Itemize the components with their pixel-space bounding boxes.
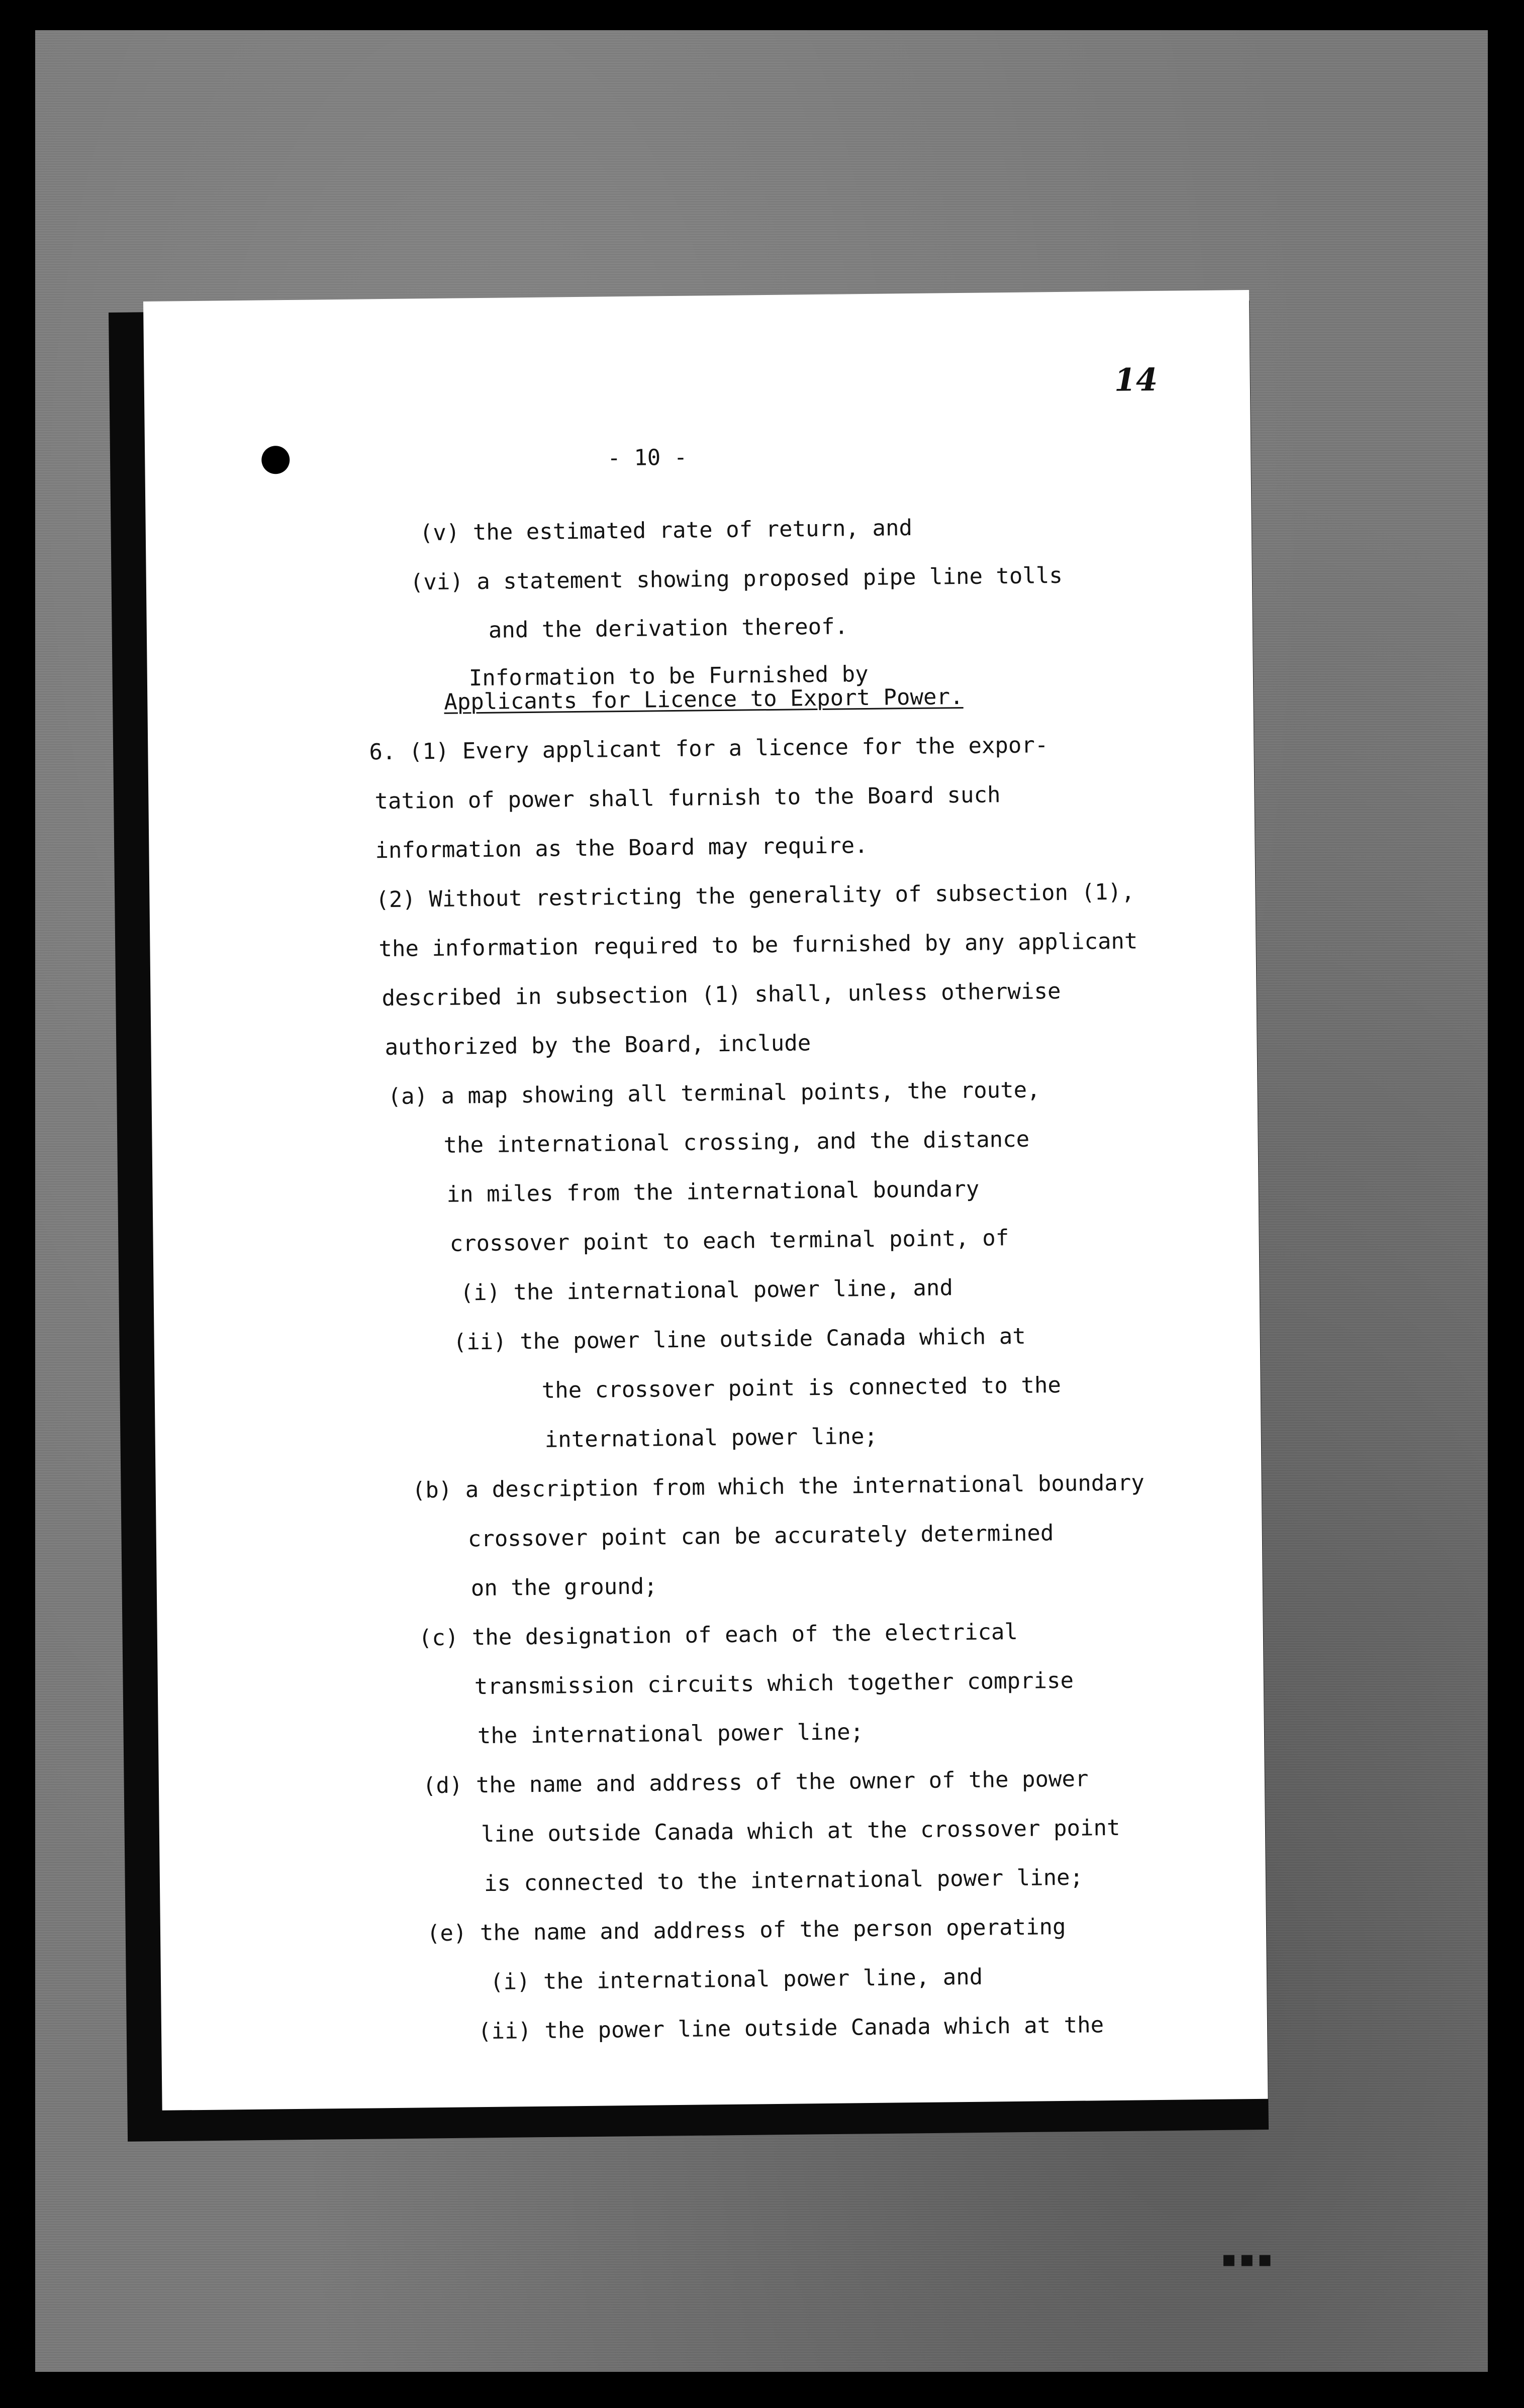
text-line: line outside Canada which at the crossover point — [481, 1815, 1120, 1848]
text-line: the international power line; — [477, 1719, 864, 1749]
punch-hole-icon — [261, 446, 290, 474]
text-line: described in subsection (1) shall, unless otherwise — [382, 978, 1061, 1012]
text-line: (v) the estimated rate of return, and — [419, 515, 913, 546]
text-line: (i) the international power line, and — [490, 1964, 983, 1995]
text-line: in miles from the international boundary — [446, 1176, 980, 1208]
text-line: crossover point can be accurately determined — [467, 1520, 1054, 1552]
section-heading: Information to be Furnished by — [468, 661, 869, 691]
scan-speck-marks: ▪▪▪ — [1221, 2246, 1276, 2272]
text-line: authorized by the Board, include — [385, 1030, 811, 1061]
page-number: - 10 - — [607, 444, 688, 471]
text-line: (ii) the power line outside Canada which at — [453, 1323, 1026, 1355]
text-line: (c) the designation of each of the electrical — [418, 1619, 1018, 1651]
text-line: (a) a map showing all terminal points, the route, — [388, 1077, 1040, 1110]
text-line: 6. (1) Every applicant for a licence for the expor- — [369, 732, 1049, 765]
text-line: (ii) the power line outside Canada which at the — [478, 2012, 1104, 2045]
text-line: and the derivation thereof. — [488, 614, 848, 643]
text-line: (2) Without restricting the generality of subsection (1), — [375, 879, 1135, 913]
text-line: (i) the international power line, and — [460, 1275, 954, 1306]
text-line: the international crossing, and the distance — [443, 1126, 1030, 1158]
text-line: the crossover point is connected to the — [541, 1372, 1062, 1403]
sheet-number: 14 — [1114, 361, 1158, 398]
text-line: is connected to the international power line; — [484, 1864, 1084, 1897]
text-line: the information required to be furnished by any applicant — [378, 928, 1138, 962]
text-line: international power line; — [544, 1423, 878, 1453]
document-page — [143, 290, 1268, 2111]
text-line: crossover point to each terminal point, of — [449, 1225, 1009, 1257]
text-line: on the ground; — [470, 1573, 657, 1601]
section-heading-underlined: Applicants for Licence to Export Power. — [444, 683, 964, 715]
text-line: (d) the name and address of the owner of the power — [422, 1766, 1089, 1799]
text-line: (e) the name and address of the person operating — [426, 1914, 1066, 1947]
text-line: (vi) a statement showing proposed pipe line tolls — [410, 562, 1063, 595]
text-line: transmission circuits which together comprise — [474, 1667, 1074, 1700]
text-line: information as the Board may require. — [375, 832, 868, 864]
text-line: (b) a description from which the international boundary — [412, 1470, 1145, 1503]
text-line: tation of power shall furnish to the Board such — [374, 782, 1001, 815]
